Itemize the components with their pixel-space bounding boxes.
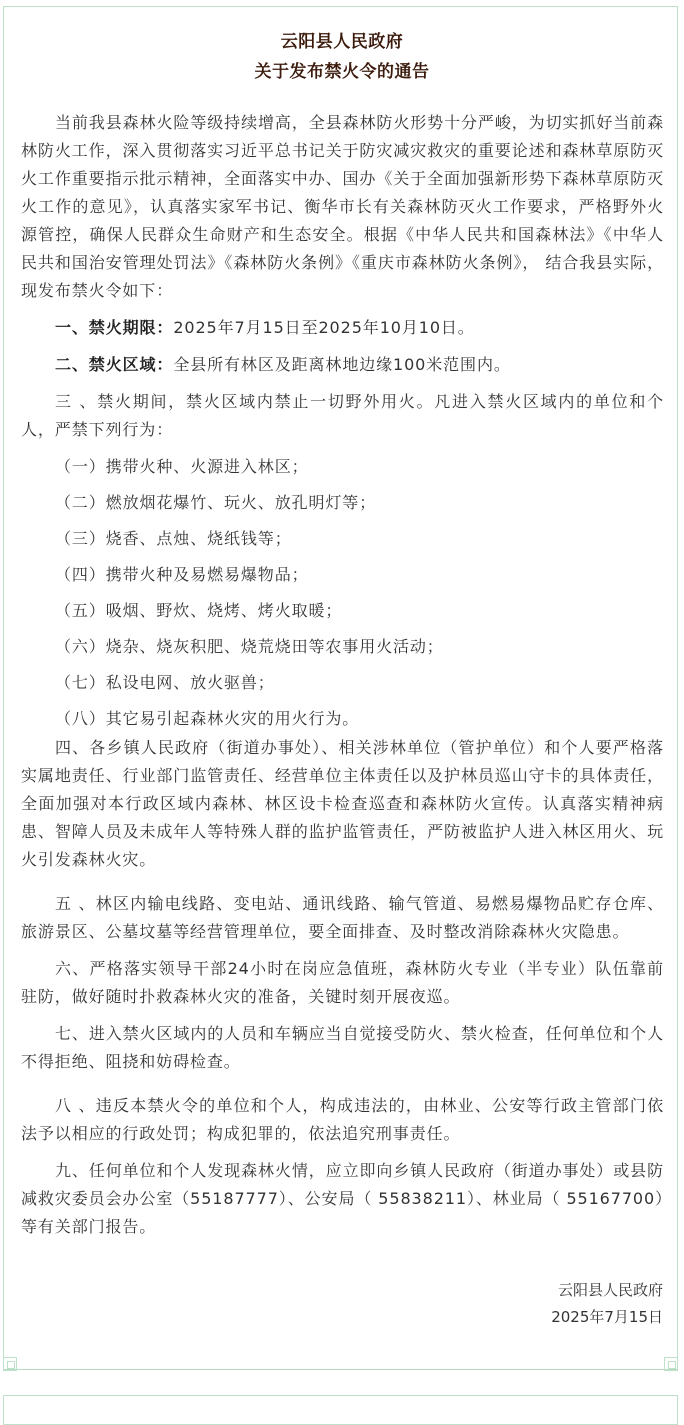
- decorative-frame-lower: [3, 1395, 678, 1425]
- section-6: 六、严格落实领导干部24小时在岗应急值班，森林防火专业（半专业）队伍靠前驻防，做好随时扑救森林火灾的准备，关键时刻开展夜巡。: [21, 959, 664, 1006]
- corner-ornament-icon: [664, 1357, 678, 1371]
- corner-ornament-icon: [3, 1357, 17, 1371]
- prohibited-item: （五）吸烟、野炊、烧烤、烤火取暖；: [55, 601, 343, 620]
- title-notice: 关于发布禁火令的通告: [254, 62, 430, 82]
- section-9: 九、任何单位和个人发现森林火情，应立即向乡镇人民政府（街道办事处）或县防减救灾委员会办公室（55187777）、公安局（ 55838211）、林业局（ 55167700）等有关部门报告。: [21, 1161, 664, 1236]
- section-7: 七、进入禁火区域内的人员和车辆应当自觉接受防火、禁火检查，任何单位和个人不得拒绝、阻挠和妨碍检查。: [21, 1024, 664, 1071]
- section-8: 八 、违反本禁火令的单位和个人，构成违法的，由林业、公安等行政主管部门依法予以相应的行政处罚；构成犯罪的，依法追究刑事责任。: [21, 1096, 664, 1143]
- prohibited-item: （七）私设电网、放火驱兽；: [55, 673, 275, 692]
- section-area: [21, 351, 664, 379]
- notice-body: [21, 109, 664, 1250]
- prohibited-item: （六）烧杂、烧灰积肥、烧荒烧田等农事用火活动；: [55, 637, 444, 656]
- prohibited-item: （二）燃放烟花爆竹、玩火、放孔明灯等；: [55, 493, 377, 512]
- section-5: 五 、林区内输电线路、变电站、通讯线路、输气管道、易燃易爆物品贮存仓库、旅游景区、公墓坟墓等经营管理单位，要全面排查、及时整改消除森林火灾隐患。: [21, 894, 664, 941]
- section-period: [21, 314, 664, 342]
- prohibited-item: （四）携带火种及易燃易爆物品；: [55, 565, 309, 584]
- section-area-text: 全县所有林区及距离林地边缘100米范围内。: [173, 355, 511, 374]
- section-area-label: 二、禁火区域：: [55, 355, 174, 374]
- prohibited-item: （三）烧香、点烛、烧纸钱等；: [55, 529, 292, 548]
- signature-issuer: 云阳县人民政府: [557, 1281, 663, 1299]
- title-issuer: 云阳县人民政府: [280, 32, 404, 52]
- prohibited-item: （一）携带火种、火源进入林区；: [55, 457, 309, 476]
- intro-paragraph: 当前我县森林火险等级持续增高，全县森林防火形势十分严峻，为切实抓好当前森林防火工作，深入贯彻落实习近平总书记关于防灾减灾救灾的重要论述和森林草原防灭火工作重要指示批示精神，全面落实中办、国办《关于全面加强新形势下森林草原防灭火工作的意见》，认真落实家军书记、衡华市长有关森林防灭火工作要求，严格野外火源管控，确保人民群众生命财产和生态安全。根据《中华人民共和国森林法》《中华人民共和国治安管理处罚法》《森林防火条例》《重庆市森林防火条例》， 结合我县实际，现发布禁火令如下：: [21, 113, 664, 300]
- section-3: 三 、禁火期间，禁火区域内禁止一切野外用火。凡进入禁火区域内的单位和个人，严禁下列行为：: [21, 392, 664, 439]
- signature-date: 2025年7月15日: [551, 1308, 663, 1326]
- section-period-label: 一、禁火期限：: [55, 318, 174, 337]
- prohibited-item: （八）其它易引起森林火灾的用火行为。: [55, 709, 360, 728]
- section-4: 四、各乡镇人民政府（街道办事处）、相关涉林单位（管护单位）和个人要严格落实属地责任、行业部门监管责任、经营单位主体责任以及护林员巡山守卡的具体责任，全面加强对本行政区域内森林、林区设卡检查巡查和森林防火宣传。认真落实精神病患、智障人员及未成年人等特殊人群的监护监管责任，严防被监护人进入林区用火、玩火引发森林火灾。: [21, 738, 664, 869]
- section-period-text: 2025年7月15日至2025年10月10日。: [173, 318, 475, 337]
